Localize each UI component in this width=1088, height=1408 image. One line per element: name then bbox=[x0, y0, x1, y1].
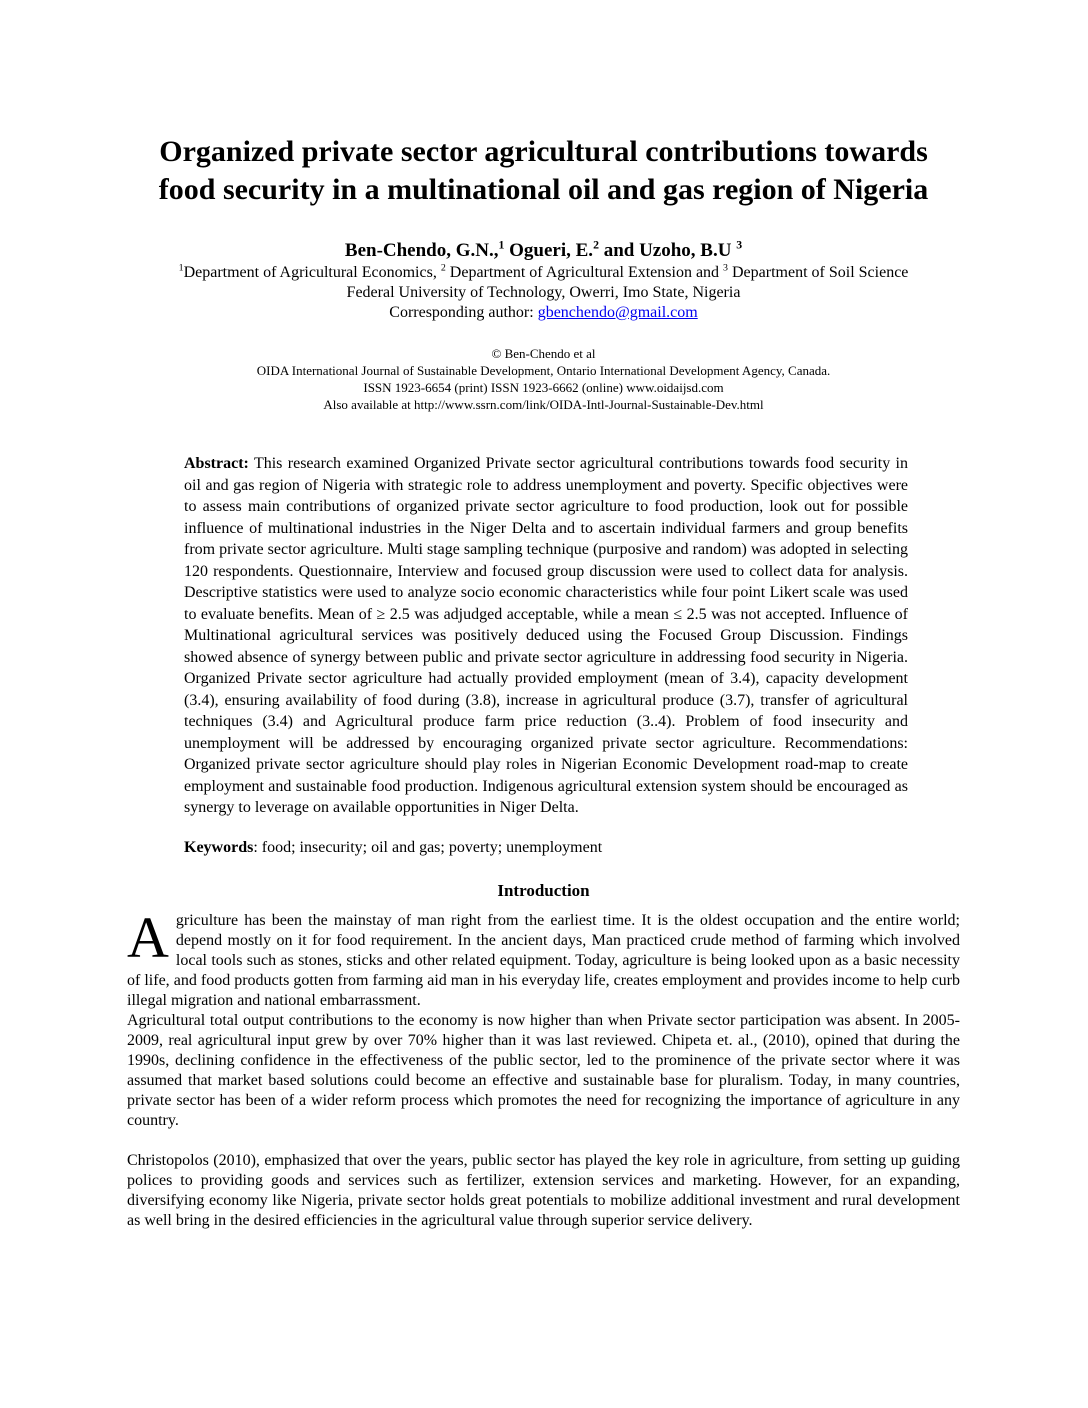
introduction-paragraph-1 bbox=[127, 904, 960, 1011]
corresponding-author-line bbox=[127, 303, 960, 323]
affiliation-1: Department of Agricultural Economics, bbox=[183, 264, 441, 281]
abstract-section bbox=[184, 453, 908, 819]
author-1-superscript: 1 bbox=[498, 238, 505, 252]
author-3-superscript: 3 bbox=[736, 238, 743, 252]
affiliation-2: Department of Agricultural Extension and bbox=[445, 264, 724, 281]
drop-cap: A bbox=[127, 904, 169, 970]
paper-content bbox=[127, 0, 960, 1231]
affiliation-2-superscript: 2 bbox=[440, 262, 446, 274]
affiliation-1-superscript: 1 bbox=[178, 262, 184, 274]
introduction-paragraph-3: Christopolos (2010), emphasized that over the years, public sector has played the key role in agriculture, from setting up guiding polices to providing goods and services such as fertilizer, extension services and marketing. However, for an expanding, diversifying economy like Nigeria, private sector holds great potentials to mobilize additional investment and rural development as well bring in the desired efficiencies in the agricultural value through superior service delivery. bbox=[127, 1151, 960, 1229]
author-3: and Uzoho, B.U bbox=[598, 240, 737, 261]
university-line: Federal University of Technology, Owerri, Imo State, Nigeria bbox=[346, 284, 741, 301]
title-line-2: food security in a multinational oil and gas region of Nigeria bbox=[158, 173, 929, 206]
introduction-paragraph-2: Agricultural total output contributions to the economy is now higher than when Private sector participation was absent. In 2005-2009, real agricultural input grew by over 70% higher than it was last reviewed. Chipeta et. al., (2010), opined that during the 1990s, declining confidence in the effectiveness of the public sector, led to the prominence of the private sector where it was assumed that market based solutions could become an effective and sustainable base for pluralism. Today, in many countries, private sector has been of a wider reform process which promotes the need for recognizing the importance of agriculture in any country. bbox=[127, 1011, 960, 1129]
copyright-line: © Ben-Chendo et al bbox=[491, 346, 596, 361]
paper-title bbox=[127, 133, 960, 209]
author-2: Ogueri, E. bbox=[504, 240, 594, 261]
keywords-text: : food; insecurity; oil and gas; poverty; unemployment bbox=[253, 838, 603, 856]
abstract-label: Abstract: bbox=[184, 455, 249, 472]
copyright-block bbox=[127, 345, 960, 413]
introduction-paragraph-1-text: griculture has been the mainstay of man right from the earliest time. It is the oldest occupation and the entire world; depend mostly on it for food requirement. In the ancient days, Man practiced crude method of farming which involved local tools such as stones, sticks and other related equipment. Today, agriculture is being looked upon as a basic necessity of life, and food products gotten from farming aid man in his everyday life, creates employment and provides income to help curb illegal migration and national embarrassment. bbox=[127, 911, 960, 1009]
availability-line: Also available at http://www.ssrn.com/link/OIDA-Intl-Journal-Sustainable-Dev.html bbox=[323, 397, 764, 412]
authors-line bbox=[127, 239, 960, 263]
abstract-text: This research examined Organized Private sector agricultural contributions towards food security in oil and gas region of Nigeria with strategic role to address unemployment and poverty. Specific objectives were to assess main contributions of organized private sector agriculture to food production, look out for possible influence of multinational industries in the Niger Delta and to ascertain individual farmers and group benefits from private sector agriculture. Multi stage sampling technique (purposive and random) was adopted in selecting 120 respondents. Questionnaire, Interview and focused group discussion were used to collect data for analysis. Descriptive statistics were used to analyze socio economic characteristics while four point Likert scale was used to evaluate benefits. Mean of ≥ 2.5 was adjudged acceptable, while a mean ≤ 2.5 was not accepted. Influence of Multinational agricultural services was positively deduced using the Focused Group Discussion. Findings showed absence of synergy between public and private sector agriculture in addressing food security in Nigeria. Organized Private sector agriculture had actually provided employment (mean of 3.4), capacity development (3.4), ensuring availability of food during (3.8), increase in agricultural produce (3.7), transfer of agricultural techniques (3.4) and Agricultural produce farm price reduction (3..4). Problem of food insecurity and unemployment will be addressed by encouraging organized private sector agriculture. Recommendations: Organized private sector agriculture should play roles in Nigerian Economic Development road-map to create employment and sustainable food production. Indigenous agricultural extension system should be encouraged as synergy to leverage on available opportunities in Niger Delta. bbox=[184, 455, 908, 816]
title-line-1: Organized private sector agricultural contributions towards bbox=[159, 135, 928, 168]
corresponding-author-email-link[interactable]: gbenchendo@gmail.com bbox=[537, 304, 698, 321]
corresponding-author-label: Corresponding author: bbox=[389, 304, 538, 321]
author-1: Ben-Chendo, G.N., bbox=[344, 240, 499, 261]
affiliation-3-superscript: 3 bbox=[723, 262, 728, 274]
issn-line: ISSN 1923-6654 (print) ISSN 1923-6662 (online) www.oidaijsd.com bbox=[363, 380, 724, 395]
author-2-superscript: 2 bbox=[593, 238, 599, 252]
journal-line: OIDA International Journal of Sustainable Development, Ontario International Development Agency, Canada. bbox=[256, 363, 831, 378]
keywords-line bbox=[184, 837, 908, 858]
introduction-heading: Introduction bbox=[497, 880, 590, 900]
keywords-label: Keywords bbox=[184, 838, 254, 856]
affiliation-departments-line bbox=[127, 263, 960, 283]
affiliation-3: Department of Soil Science bbox=[728, 264, 909, 281]
